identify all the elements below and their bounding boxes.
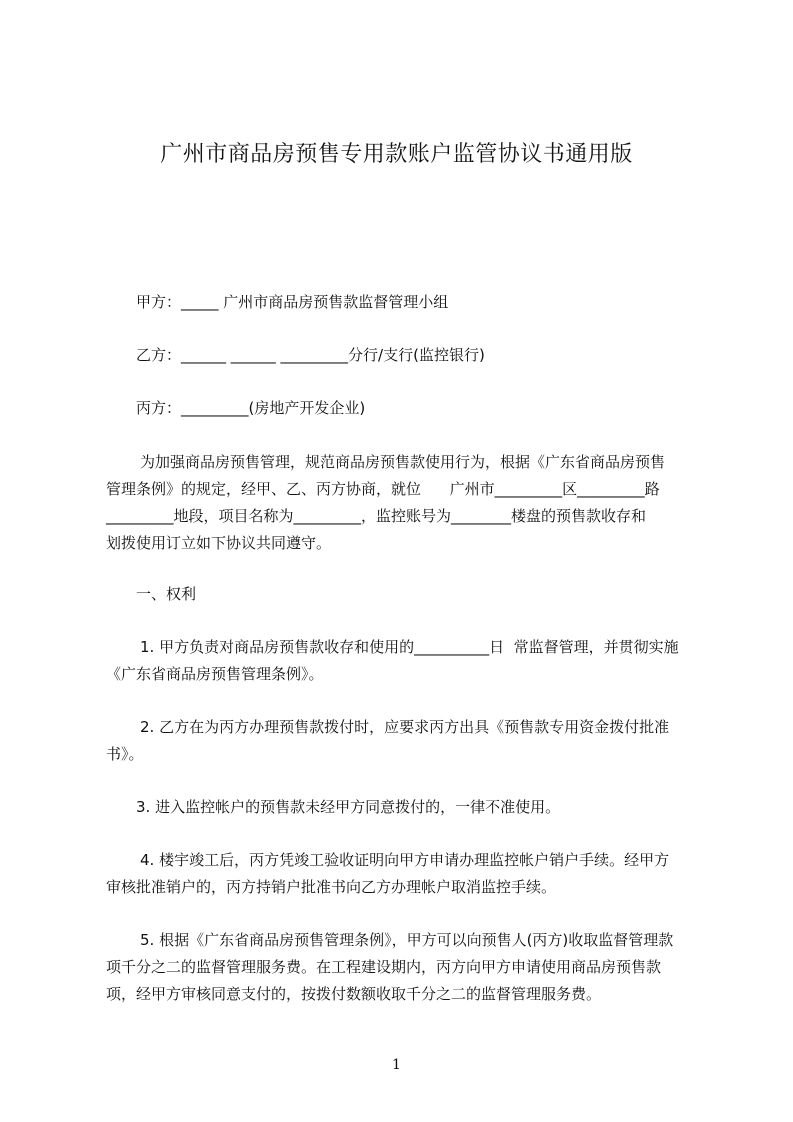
clause-line: 4. 楼宇竣工后，丙方凭竣工验收证明向甲方申请办理监控帐户销户手续。经甲方 (140, 851, 670, 869)
document-title: 广州市商品房预售专用款账户监管协议书通用版 (160, 142, 633, 167)
clause-line: 5. 根据《广东省商品房预售管理条例》，甲方可以向预售人(丙方)收取监督管理款 (140, 931, 674, 949)
party-c-line: 丙方：_________(房地产开发企业) (136, 399, 366, 417)
clause-line: 1. 甲方负责对商品房预售款收存和使用的__________日 常监督管理，并贯彻实施 (140, 638, 679, 656)
intro-line: _________地段，项目名称为_________，监控账号为________楼盘的预售款收存和 (106, 507, 647, 525)
party-b-line: 乙方：______ ______ _________分行/支行(监控银行) (136, 346, 485, 364)
page-number: 1 (392, 1057, 401, 1073)
intro-line: 划拨使用订立如下协议共同遵守。 (106, 534, 332, 552)
clause-line: 《广东省商品房预售管理条例》。 (106, 665, 324, 683)
clause-line: 项，经甲方审核同意支付的，按拨付数额收取千分之二的监督管理服务费。 (106, 985, 602, 1003)
clause-line: 2. 乙方在为丙方办理预售款拨付时，应要求丙方出具《预售款专用资金拨付批准 (140, 718, 670, 736)
clause-line: 审核批准销户的，丙方持销户批准书向乙方办理帐户取消监控手续。 (106, 878, 557, 896)
party-a-line: 甲方：_____ 广州市商品房预售款监督管理小组 (136, 293, 449, 311)
intro-line: 管理条例》的规定，经甲、乙、丙方协商，就位 广州市_________区_________路 (106, 480, 660, 498)
section-heading: 一、权利 (136, 585, 197, 603)
clause-line: 书》。 (106, 745, 144, 763)
clause-line: 项千分之二的监督管理服务费。在工程建设期内，丙方向甲方申请使用商品房预售款 (106, 958, 662, 976)
intro-line: 为加强商品房预售管理，规范商品房预售款使用行为，根据《广东省商品房预售 (140, 453, 666, 471)
clause-line: 3. 进入监控帐户的预售款未经甲方同意拨付的，一律不准使用。 (136, 798, 561, 816)
